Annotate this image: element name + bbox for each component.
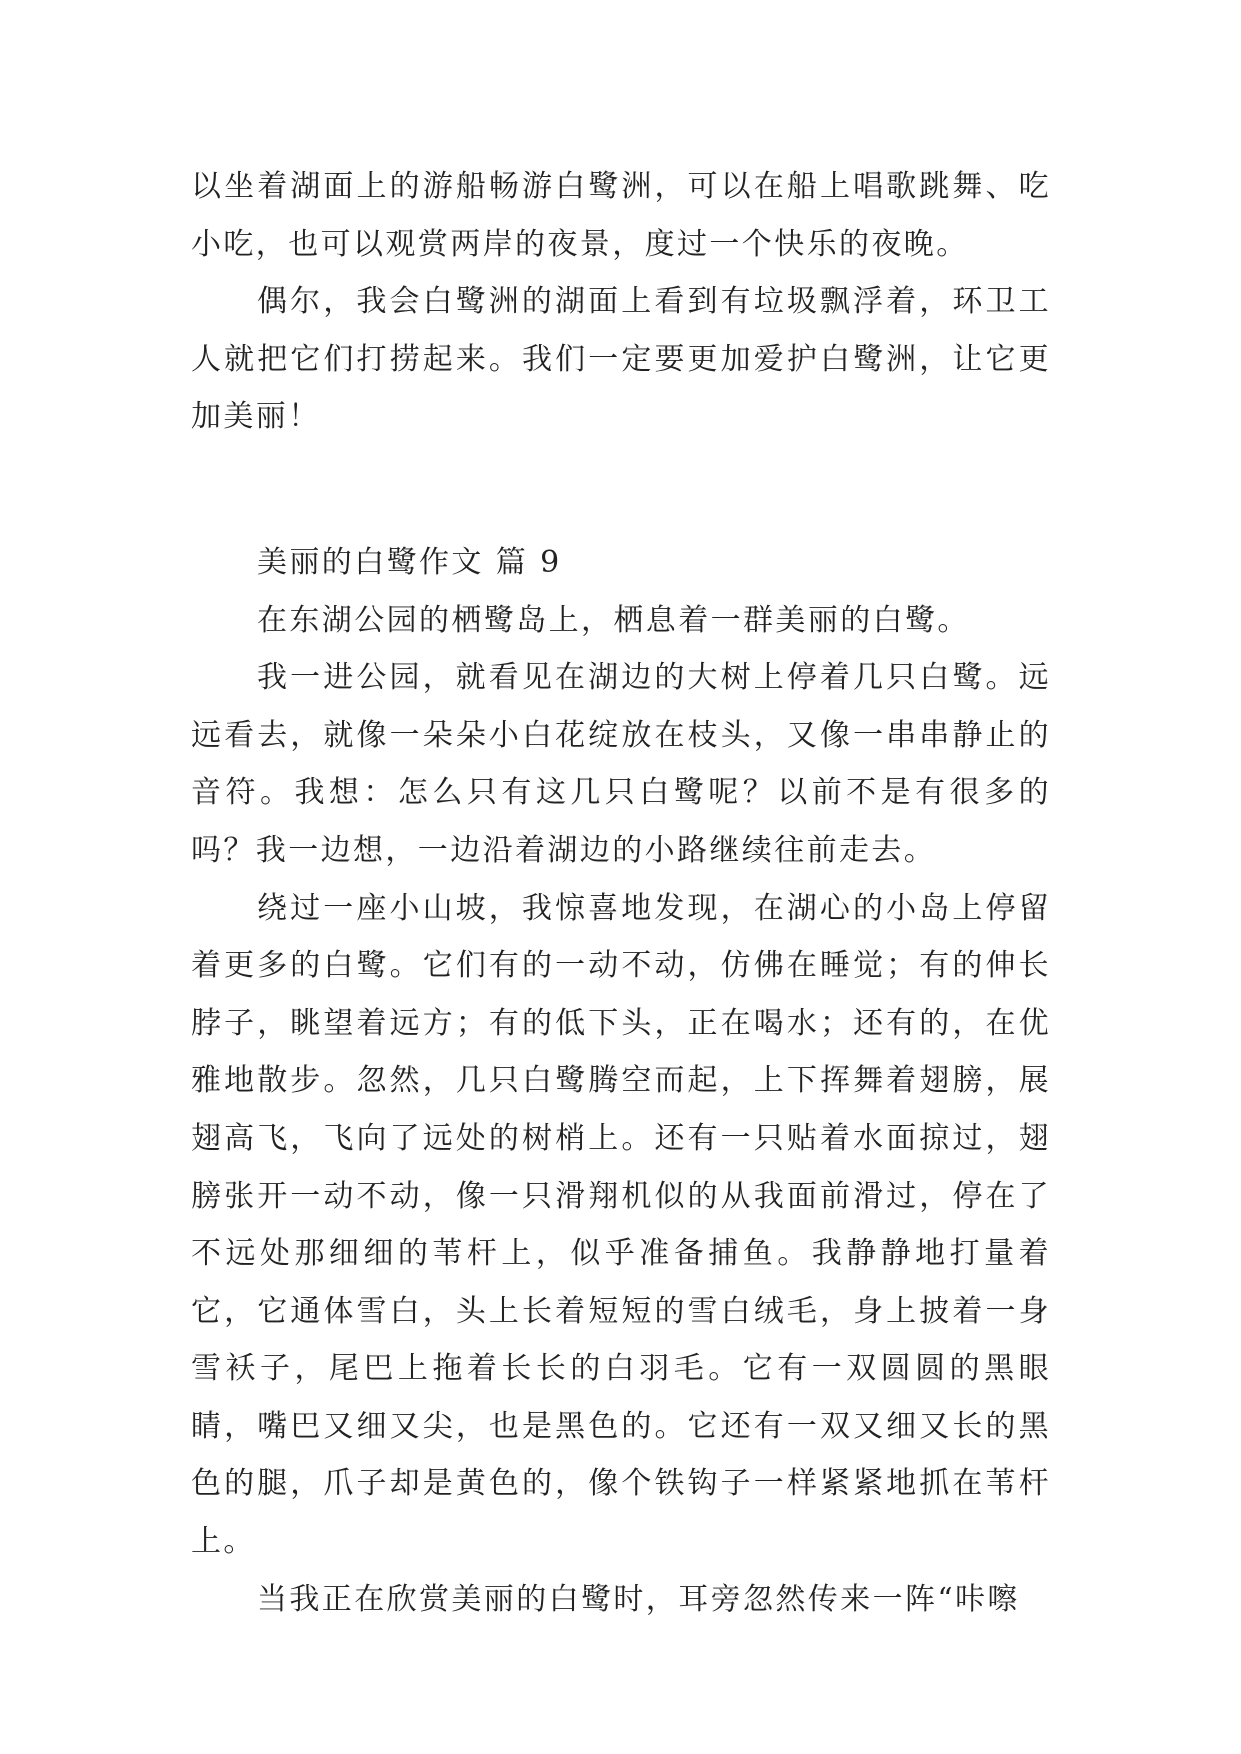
paragraph: 偶尔，我会白鹭洲的湖面上看到有垃圾飘浮着，环卫工人就把它们打捞起来。我们一定要更加爱护白鹭洲，让它更加美丽！	[191, 284, 1051, 435]
document-page	[191, 158, 1051, 1628]
paragraph: 绕过一座小山坡，我惊喜地发现，在湖心的小岛上停留着更多的白鹭。它们有的一动不动，仿佛在睡觉；有的伸长脖子，眺望着远方；有的低下头，正在喝水；还有的，在优雅地散步。忽然，几只白鹭腾空而起，上下挥舞着翅膀，展翅高飞，飞向了远处的树梢上。还有一只贴着水面掠过，翅膀张开一动不动，像一只滑翔机似的从我面前滑过，停在了不远处那细细的苇杆上，似乎准备捕鱼。我静静地打量着它，它通体雪白，头上长着短短的雪白绒毛，身上披着一身雪袄子，尾巴上拖着长长的白羽毛。它有一双圆圆的黑眼睛，嘴巴又细又尖，也是黑色的。它还有一双又细又长的黑色的腿，爪子却是黄色的，像个铁钩子一样紧紧地抓在苇杆上。	[191, 890, 1051, 1560]
paragraph: 我一进公园，就看见在湖边的大树上停着几只白鹭。远远看去，就像一朵朵小白花绽放在枝头，又像一串串静止的音符。我想：怎么只有这几只白鹭呢？以前不是有很多的吗？我一边想，一边沿着湖边的小路继续往前走去。	[191, 660, 1051, 868]
paragraph: 在东湖公园的栖鹭岛上，栖息着一群美丽的白鹭。	[257, 602, 970, 638]
section-gap	[191, 446, 1051, 534]
paragraph: 以坐着湖面上的游船畅游白鹭洲，可以在船上唱歌跳舞、吃小吃，也可以观赏两岸的夜景，度过一个快乐的夜晚。	[191, 169, 1051, 262]
paragraph: 当我正在欣赏美丽的白鹭时，耳旁忽然传来一阵“咔嚓	[257, 1581, 1020, 1617]
section-title: 美丽的白鹭作文 篇 9	[257, 544, 562, 580]
